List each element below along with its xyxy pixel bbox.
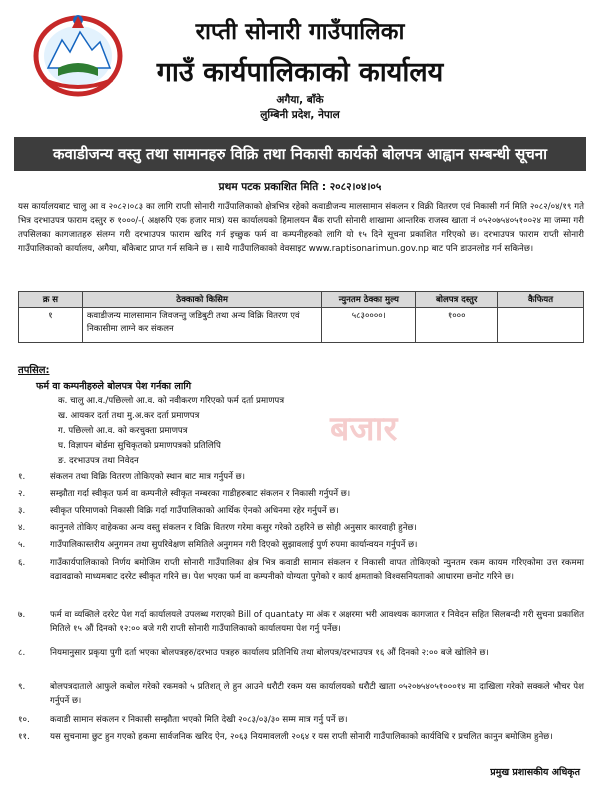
col-header-remarks: कैफियत [498, 292, 584, 308]
municipality-name: राप्ती सोनारी गाउँपालिका [195, 19, 405, 45]
condition-item [18, 538, 584, 552]
documents-heading: फर्म वा कम्पनीहरुले बोलपत्र पेश गर्नका लागि [36, 381, 192, 392]
cell-min-price: ५८३००००। [322, 308, 416, 343]
condition-text: गाउँपालिकास्तरीय अनुगमन तथा सुपरिवेक्षण समितिले अनुगमन गरी दिएको सुझावलाई पुर्ण रुपमा कार्यान्वयन गर्नुपर्ने छ। [50, 540, 418, 550]
condition-number: ४. [18, 523, 26, 533]
condition-text: स्वीकृत परिमाणको निकासी विक्रि गर्दा गाउँपालिकाको आर्थिक ऐनको अधिनमा रहेर गर्नुपर्ने छ। [50, 506, 339, 516]
col-header-sn: क्र स [19, 292, 83, 308]
cell-fee: १००० [416, 308, 498, 343]
condition-number: ११. [18, 732, 30, 742]
condition-number: ५. [18, 540, 26, 550]
address-line-2: लुम्बिनी प्रदेश, नेपाल [260, 109, 340, 121]
condition-text: कानुनले तोकिए वाहेकका अन्य वस्तु संकलन र विक्रि वितरण गरेमा कसुर गरेको ठहरिने छ सोही अनुसार कारवाही हुनेछ। [50, 523, 417, 533]
col-header-fee: बोलपत्र दस्तुर [416, 292, 498, 308]
condition-text: कवाडी सामान संकलन र निकासी सम्झौता भएको मिति देखी २०८३/०३/३० सम्म मात्र गर्नु पर्ने छ। [50, 715, 348, 725]
tender-table [18, 291, 584, 343]
document-item: ग. पछिल्लो आ.व. को करचुक्ता प्रमाणपत्र [58, 426, 188, 436]
letterhead [14, 0, 586, 130]
condition-item [18, 487, 584, 501]
office-name: गाउँ कार्यपालिकाको कार्यालय [156, 57, 444, 88]
condition-item [18, 504, 584, 518]
condition-item [18, 646, 584, 660]
notice-title-banner: कवाडीजन्य वस्तु तथा सामानहरु विक्रि तथा निकासी कार्यको बोलपत्र आह्वान सम्बन्धी सूचना [14, 137, 586, 171]
condition-item [18, 521, 584, 535]
condition-item [18, 730, 584, 744]
condition-number: ७. [18, 610, 26, 620]
condition-number: २. [18, 489, 26, 499]
condition-item [18, 470, 584, 484]
document-item: ख. आयकर दर्ता तथा मु.अ.कर दर्ता प्रमाणपत्र [58, 411, 200, 421]
condition-text: यस सुचनामा छुट हुन गएको हकमा सार्वजनिक खरिद ऐन, २०६३ नियमावलली २०६४ र यस राप्ती सोनारी गाउँपालिकाको कार्यविधि र प्रचलित कानुन बमोजिम हुनेछ। [50, 732, 553, 742]
condition-item [18, 608, 584, 636]
cell-sn: १ [19, 308, 83, 343]
condition-item [18, 713, 584, 727]
condition-number: ३. [18, 506, 26, 516]
condition-number: १. [18, 472, 26, 482]
table-row [19, 308, 584, 343]
condition-text: बोलपत्रदाताले आफुले कबोल गरेको रकमको ५ प्रतिशत् ले हुन आउने धरौटी रकम यस कार्यालयको धरौटी खाता ०५२०७५४०५१०००१४ मा दाखिला गरेको सक्कले भौचर पेश गर्नुपर्ने छ। [50, 682, 584, 706]
table-header-row [19, 292, 584, 308]
condition-text: गाउँकार्यपालिकाको निर्णय बमोजिम राप्ती सोनारी गाउँपालिका क्षेत्र भित्र कवाडी सामान संकलन र निकासी वापत तोकिएको न्युनतम रकम कायम गरिएकोमा उत्त रकममा वढावढाको माध्यमबाट दररेट स्वीकृत गरिने छ। पेश भएका फर्म वा कम्पनीको योग्यता पुगेको र कार्य क्षमताको विश्वसनियताको आधारमा छनोट गरिने छ। [50, 558, 584, 582]
cell-type: कवाडीजन्य मालसामान जिवजन्तु जडिबुटी तथा अन्य विक्रि वितरण एवं निकासीमा लाग्ने कर संकलन [82, 308, 322, 343]
condition-text: फर्म वा व्यक्तिले दररेट पेश गर्दा कार्यालयले उपलब्ध गराएको Bill of quantaty मा अंक र अक्षरमा भरी आवश्यक कागजात र निवेदन सहित सिलबन्दी गरी सुचना प्रकाशित मितिले १५ औं दिनको १२:०० बजे गरी राप्ती सोनारी गाउँपालिकाको कार्यालयमा पेश गर्नु पर्नेछ। [50, 610, 584, 634]
publication-date: प्रथम पटक प्रकाशित मिति : २०८२।०४।०५ [218, 181, 382, 193]
col-header-type: ठेक्काको किसिम [82, 292, 322, 308]
document-item: क. चालु आ.व./पछिल्लो आ.व. को नवीकरण गरिएको फर्म दर्ता प्रमाणपत्र [58, 396, 285, 406]
condition-text: नियमानुसार प्रकृया पुगी दर्ता भएका बोलपत्रहरु/दरभाउ पत्रहरु कार्यालय प्रतिनिधि तथा बोलपत्र/दरभाउपत्र १६ औं दिनको २:०० बजे खोलिने छ। [50, 648, 489, 658]
cell-remarks [498, 308, 584, 343]
condition-number: ६. [18, 558, 26, 568]
condition-text: संकलन तथा विक्रि वितरण तोकिएको स्थान बाट मात्र गर्नुपर्ने छ। [50, 472, 245, 482]
condition-number: ९. [18, 682, 26, 692]
document-item: घ. विज्ञापन बोर्डमा सुचिकृतको प्रमाणपत्रको प्रतिलिपि [58, 441, 221, 451]
condition-text: सम्झौता गर्दा स्वीकृत फर्म वा कम्पनीले स्वीकृत नम्बरका गाडीहरुबाट संकलन र निकासी गर्नुपर्ने छ। [50, 489, 351, 499]
condition-number: १०. [18, 715, 30, 725]
notes-heading: तपसिल: [18, 365, 50, 376]
condition-item [18, 680, 584, 708]
document-item: ङ. दरभाउपत्र तथा निवेदन [58, 456, 139, 466]
col-header-min-price: न्युनतम ठेक्का मुल्य [322, 292, 416, 308]
signatory-title: प्रमुख प्रशासकीय अधिकृत [490, 767, 580, 778]
watermark-text: बजार [330, 409, 398, 449]
condition-number: ८. [18, 648, 26, 658]
intro-paragraph: यस कार्यालयबाट चालु आ व २०८२।०८३ का लागि राप्ती सोनारी गाउँपालिकाको क्षेत्रभित्र रहेको कवाडीजन्य मालसामान संकलन र विक्री वितरण एवं निकासी गर्न मिति २०८२/०४/१९ गते भित्र दरभाउपत्र फाराम दस्तुर रु १०००/-( अक्षरुपि एक हजार मात्र) यस कार्यालयको हिमालयन बैंक राप्ती सोनारी शाखामा आन्तरिक राजस्व खाता नं ०५२०७५४०५१००२४ मा जम्मा गरी तपसिलका कागजातहरु संलग्न गरी दरभाउपत्र फाराम खरिद गर्न इच्छुक फर्म वा कम्पनीहरुको लागि यो १५ दिने सूचना प्रकाशित गरिएको छ। दरभाउपत्र फाराम राप्ती सोनारी गाउँपालिकाको कार्यालय, अगैया, बाँकेबाट प्राप्त गर्न सकिने छ । साथै गाउँपालिकाको वेवसाइट www.raptisonarimun.gov.np बाट पनि डाउनलोड गर्न सकिनेछ। [18, 202, 584, 254]
address-line-1: अगैया, बाँके [276, 94, 324, 106]
condition-item [18, 556, 584, 584]
